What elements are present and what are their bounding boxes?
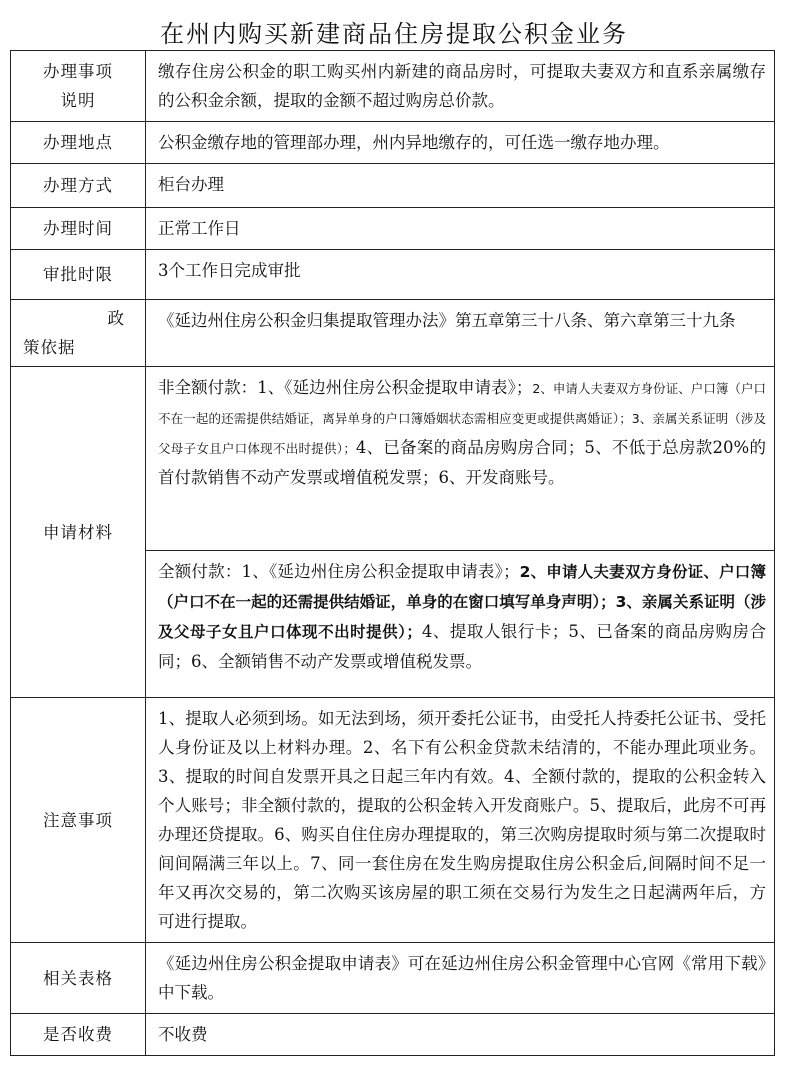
- row-fee: [11, 1014, 775, 1056]
- row-policy: [11, 300, 775, 367]
- label-line-2: 说明: [60, 91, 96, 110]
- service-info-table: [10, 50, 775, 1056]
- row-label: 注意事项: [11, 698, 146, 943]
- materials-partial-text-3: 4、已备案的商品房购房合同；5、不低于总房款20%的首付款销售不动产发票或增值税发票；6、开发商账号。: [158, 438, 766, 487]
- row-forms: [11, 943, 775, 1014]
- label-line-1: 办理事项: [43, 62, 113, 81]
- row-value: 《延边州住房公积金提取申请表》可在延边州住房公积金管理中心官网《常用下载》中下载。: [146, 943, 775, 1014]
- row-approval: [11, 250, 775, 300]
- row-label: 审批时限: [11, 250, 146, 300]
- materials-full-text-1: 全额付款：1、《延边州住房公积金提取申请表》；: [158, 562, 520, 581]
- row-label: 相关表格: [11, 943, 146, 1014]
- row-materials: [11, 367, 775, 698]
- row-time: [11, 208, 775, 250]
- row-value: 公积金缴存地的管理部办理，州内异地缴存的，可任选一缴存地办理。: [146, 122, 775, 164]
- materials-partial-text-1: 非全额付款：1、《延边州住房公积金提取申请表》；: [158, 378, 533, 397]
- page-title: 在州内购买新建商品住房提取公积金业务: [160, 20, 628, 48]
- materials-partial-text-2: 2、申请人夫妻双方身份证、户口簿（户口不在一起的还需提供结婚证，离异单身的户口簿婚姻状态需相应变更或提供离婚证）；3、亲属关系证明（涉及父母子女且户口体现不出时提供）；: [158, 381, 766, 456]
- row-value: 3个工作日完成审批: [146, 250, 775, 300]
- row-label: 办理方式: [11, 164, 146, 208]
- row-value: 《延边州住房公积金归集提取管理办法》第五章第三十八条、第六章第三十九条: [146, 300, 775, 367]
- row-method: [11, 164, 775, 208]
- materials-partial-payment: [158, 373, 766, 550]
- row-value: 柜台办理: [146, 164, 775, 208]
- materials-full-text-3: 4、提取人银行卡；5、已备案的商品房购房合同；6、全额销售不动产发票或增值税发票。: [158, 622, 766, 671]
- row-value: 缴存住房公积金的职工购买州内新建的商品房时，可提取夫妻双方和直系亲属缴存的公积金余额，提取的金额不超过购房总价款。: [146, 51, 775, 122]
- row-label: 办理时间: [11, 208, 146, 250]
- row-value: [146, 367, 775, 698]
- row-value: 不收费: [146, 1014, 775, 1056]
- row-label: 是否收费: [11, 1014, 146, 1056]
- row-notes: [11, 698, 775, 943]
- row-label: 申请材料: [11, 367, 146, 698]
- row-description: [11, 51, 775, 122]
- label-line-1: 政: [107, 309, 125, 328]
- materials-full-text-2: 2、申请人夫妻双方身份证、户口簿（户口不在一起的还需提供结婚证，单身的在窗口填写单身声明）；3、亲属关系证明（涉及父母子女且户口体现不出时提供）；: [158, 563, 766, 641]
- materials-full-payment: [146, 550, 774, 697]
- row-value: 正常工作日: [146, 208, 775, 250]
- row-label: 办理地点: [11, 122, 146, 164]
- row-label: [11, 300, 146, 367]
- row-value: 1、提取人必须到场。如无法到场，须开委托公证书，由受托人持委托公证书、受托人身份证及以上材料办理。2、名下有公积金贷款未结清的，不能办理此项业务。3、提取的时间自发票开具之日起三年内有效。4、全额付款的，提取的公积金转入个人账号；非全额付款的，提取的公积金转入开发商账户。5、提取后，此房不可再办理还贷提取。6、购买自住住房办理提取的，第三次购房提取时须与第二次提取时间间隔满三年以上。7、同一套住房在发生购房提取住房公积金后,间隔时间不足一年又再次交易的，第二次购买该房屋的职工须在交易行为发生之日起满两年后，方可进行提取。: [146, 698, 775, 943]
- row-label: [11, 51, 146, 122]
- label-line-2: 策依据: [23, 338, 76, 357]
- row-location: [11, 122, 775, 164]
